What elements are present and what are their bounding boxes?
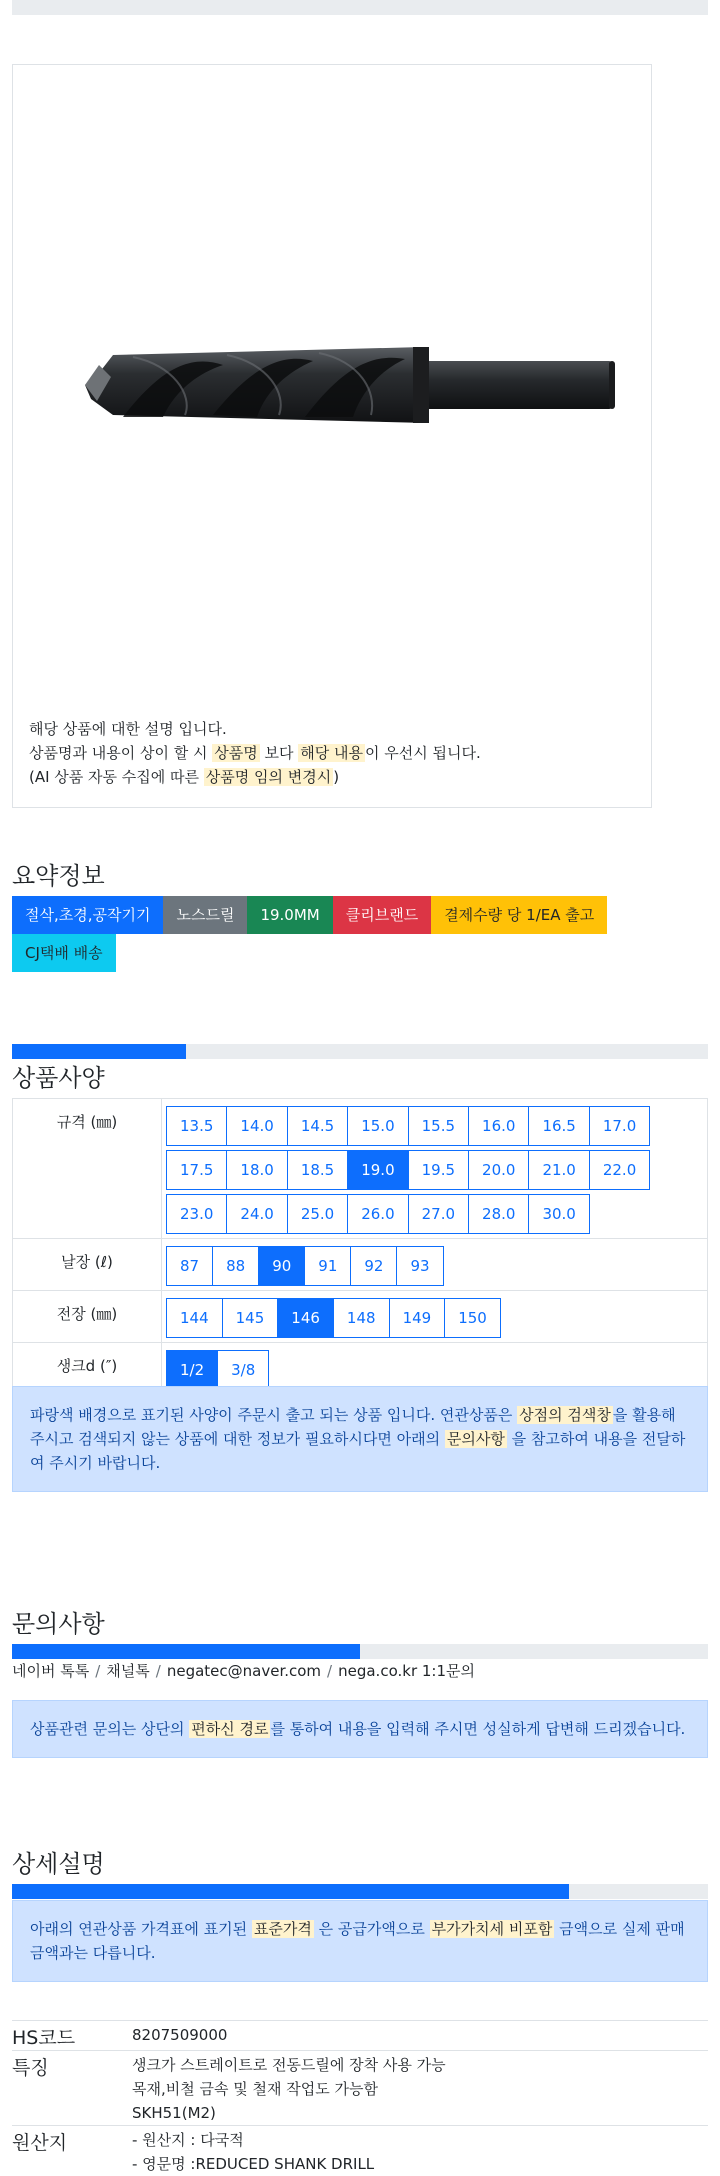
spec-option[interactable]: 15.0 <box>347 1106 408 1146</box>
spec-option[interactable]: 24.0 <box>226 1194 287 1234</box>
spec-option[interactable]: 3/8 <box>217 1350 269 1390</box>
product-image-box <box>12 64 652 808</box>
spec-option[interactable]: 90 <box>258 1246 305 1286</box>
info-label: 원산지 <box>12 2126 132 2176</box>
product-description <box>29 717 481 789</box>
summary-badge: CJ택배 배송 <box>12 934 116 972</box>
spec-row <box>13 1239 708 1291</box>
spec-option[interactable]: 21.0 <box>528 1150 589 1190</box>
spec-option[interactable]: 14.5 <box>287 1106 348 1146</box>
spec-option[interactable]: 149 <box>389 1298 446 1338</box>
spec-option[interactable]: 16.5 <box>528 1106 589 1146</box>
summary-badge: 절삭,초경,공작기기 <box>12 896 163 934</box>
spec-option[interactable]: 87 <box>166 1246 213 1286</box>
info-line: SKH51(M2) <box>132 2104 216 2122</box>
top-progress-bar <box>12 0 708 15</box>
inquiry-progress-bar <box>12 1644 708 1659</box>
info-label: 특징 <box>12 2051 132 2126</box>
inquiry-notice: 상품관련 문의는 상단의 편하신 경로 를 통하여 내용을 입력해 주시면 성실하게 답변해 드리겠습니다. <box>12 1700 708 1758</box>
spec-option[interactable]: 19.0 <box>347 1150 408 1190</box>
spec-option[interactable]: 15.5 <box>408 1106 469 1146</box>
info-value <box>132 2126 708 2176</box>
spec-option[interactable]: 16.0 <box>468 1106 529 1146</box>
desc-line-1: 해당 상품에 대한 설명 입니다. <box>29 720 227 738</box>
info-row <box>12 2021 708 2051</box>
summary-title: 요약정보 <box>12 862 105 890</box>
spec-option[interactable]: 22.0 <box>589 1150 650 1190</box>
contact-separator: / <box>95 1662 101 1680</box>
info-value <box>132 2021 708 2051</box>
info-value <box>132 2051 708 2126</box>
contact-link[interactable]: negatec@naver.com <box>166 1662 322 1680</box>
spec-progress-bar <box>12 1044 708 1059</box>
info-line: 8207509000 <box>132 2026 228 2044</box>
info-line: 생크가 스트레이트로 전동드릴에 장착 사용 가능 <box>132 2056 446 2074</box>
contact-link[interactable]: nega.co.kr 1:1문의 <box>338 1662 475 1680</box>
spec-option[interactable]: 20.0 <box>468 1150 529 1190</box>
contact-link[interactable]: 네이버 톡톡 <box>12 1662 90 1680</box>
info-line: - 영문명 :REDUCED SHANK DRILL <box>132 2155 375 2173</box>
contact-links <box>12 1660 475 1681</box>
spec-label: 전장 (㎜) <box>13 1291 162 1343</box>
spec-option[interactable]: 14.0 <box>226 1106 287 1146</box>
spec-option[interactable]: 148 <box>333 1298 390 1338</box>
summary-badges <box>12 896 652 972</box>
spec-option[interactable]: 91 <box>304 1246 351 1286</box>
info-line: - 원산지 : 다국적 <box>132 2131 244 2149</box>
detail-title: 상세설명 <box>12 1850 105 1878</box>
summary-badge: 클리브랜드 <box>333 896 431 934</box>
detail-notice: 아래의 연관상품 가격표에 표기된 표준가격 은 공급가액으로 부가가치세 비포함 금액으로 실제 판매금액과는 다릅니다. <box>12 1900 708 1982</box>
spec-option[interactable]: 28.0 <box>468 1194 529 1234</box>
detail-progress-bar <box>12 1884 708 1899</box>
spec-option[interactable]: 19.5 <box>408 1150 469 1190</box>
contact-separator: / <box>327 1662 333 1680</box>
spec-option[interactable]: 25.0 <box>287 1194 348 1234</box>
info-line: 목재,비철 금속 및 철재 작업도 가능함 <box>132 2080 378 2098</box>
spec-row <box>13 1291 708 1343</box>
spec-option[interactable]: 30.0 <box>528 1194 589 1234</box>
spec-option[interactable]: 93 <box>396 1246 443 1286</box>
contact-link[interactable]: 채널톡 <box>106 1662 150 1680</box>
summary-badge: 노스드릴 <box>163 896 247 934</box>
drill-image <box>13 65 653 809</box>
spec-option[interactable]: 146 <box>277 1298 334 1338</box>
spec-option[interactable]: 13.5 <box>166 1106 227 1146</box>
spec-title: 상품사양 <box>12 1064 105 1092</box>
desc-line-2: 상품명과 내용이 상이 할 시 상품명 보다 해당 내용 이 우선시 됩니다. <box>29 744 481 762</box>
summary-badge: 결제수량 당 1/EA 출고 <box>431 896 607 934</box>
spec-option[interactable]: 1/2 <box>166 1350 218 1390</box>
spec-table <box>12 1098 708 1395</box>
spec-option[interactable]: 17.5 <box>166 1150 227 1190</box>
spec-option[interactable]: 92 <box>350 1246 397 1286</box>
spec-notice: 파랑색 배경으로 표기된 사양이 주문시 출고 되는 상품 입니다. 연관상품은 상점의 검색창 을 활용해 주시고 검색되지 않는 상품에 대한 정보가 필요하시다면 아래의 문의사항 을 참고하여 내용을 전달하여 주시기 바랍니다. <box>12 1386 708 1492</box>
spec-option[interactable]: 18.5 <box>287 1150 348 1190</box>
spec-option[interactable]: 17.0 <box>589 1106 650 1146</box>
spec-option[interactable]: 144 <box>166 1298 223 1338</box>
info-row <box>12 2051 708 2126</box>
inquiry-title: 문의사항 <box>12 1610 105 1638</box>
desc-line-3: (AI 상품 자동 수집에 따른 상품명 임의 변경시 ) <box>29 768 340 786</box>
info-label: HS코드 <box>12 2021 132 2051</box>
product-info-table <box>12 2020 708 2176</box>
info-row <box>12 2126 708 2176</box>
summary-badge: 19.0MM <box>247 896 332 934</box>
spec-label: 규격 (㎜) <box>13 1099 162 1239</box>
spec-label: 날장 (ℓ) <box>13 1239 162 1291</box>
spec-option[interactable]: 18.0 <box>226 1150 287 1190</box>
spec-option[interactable]: 26.0 <box>347 1194 408 1234</box>
spec-option[interactable]: 27.0 <box>408 1194 469 1234</box>
spec-option[interactable]: 150 <box>444 1298 501 1338</box>
spec-row <box>13 1099 708 1239</box>
spec-option[interactable]: 88 <box>212 1246 259 1286</box>
contact-separator: / <box>155 1662 161 1680</box>
spec-option[interactable]: 23.0 <box>166 1194 227 1234</box>
spec-option[interactable]: 145 <box>222 1298 279 1338</box>
spec-label: 생크d (″) <box>13 1343 162 1395</box>
